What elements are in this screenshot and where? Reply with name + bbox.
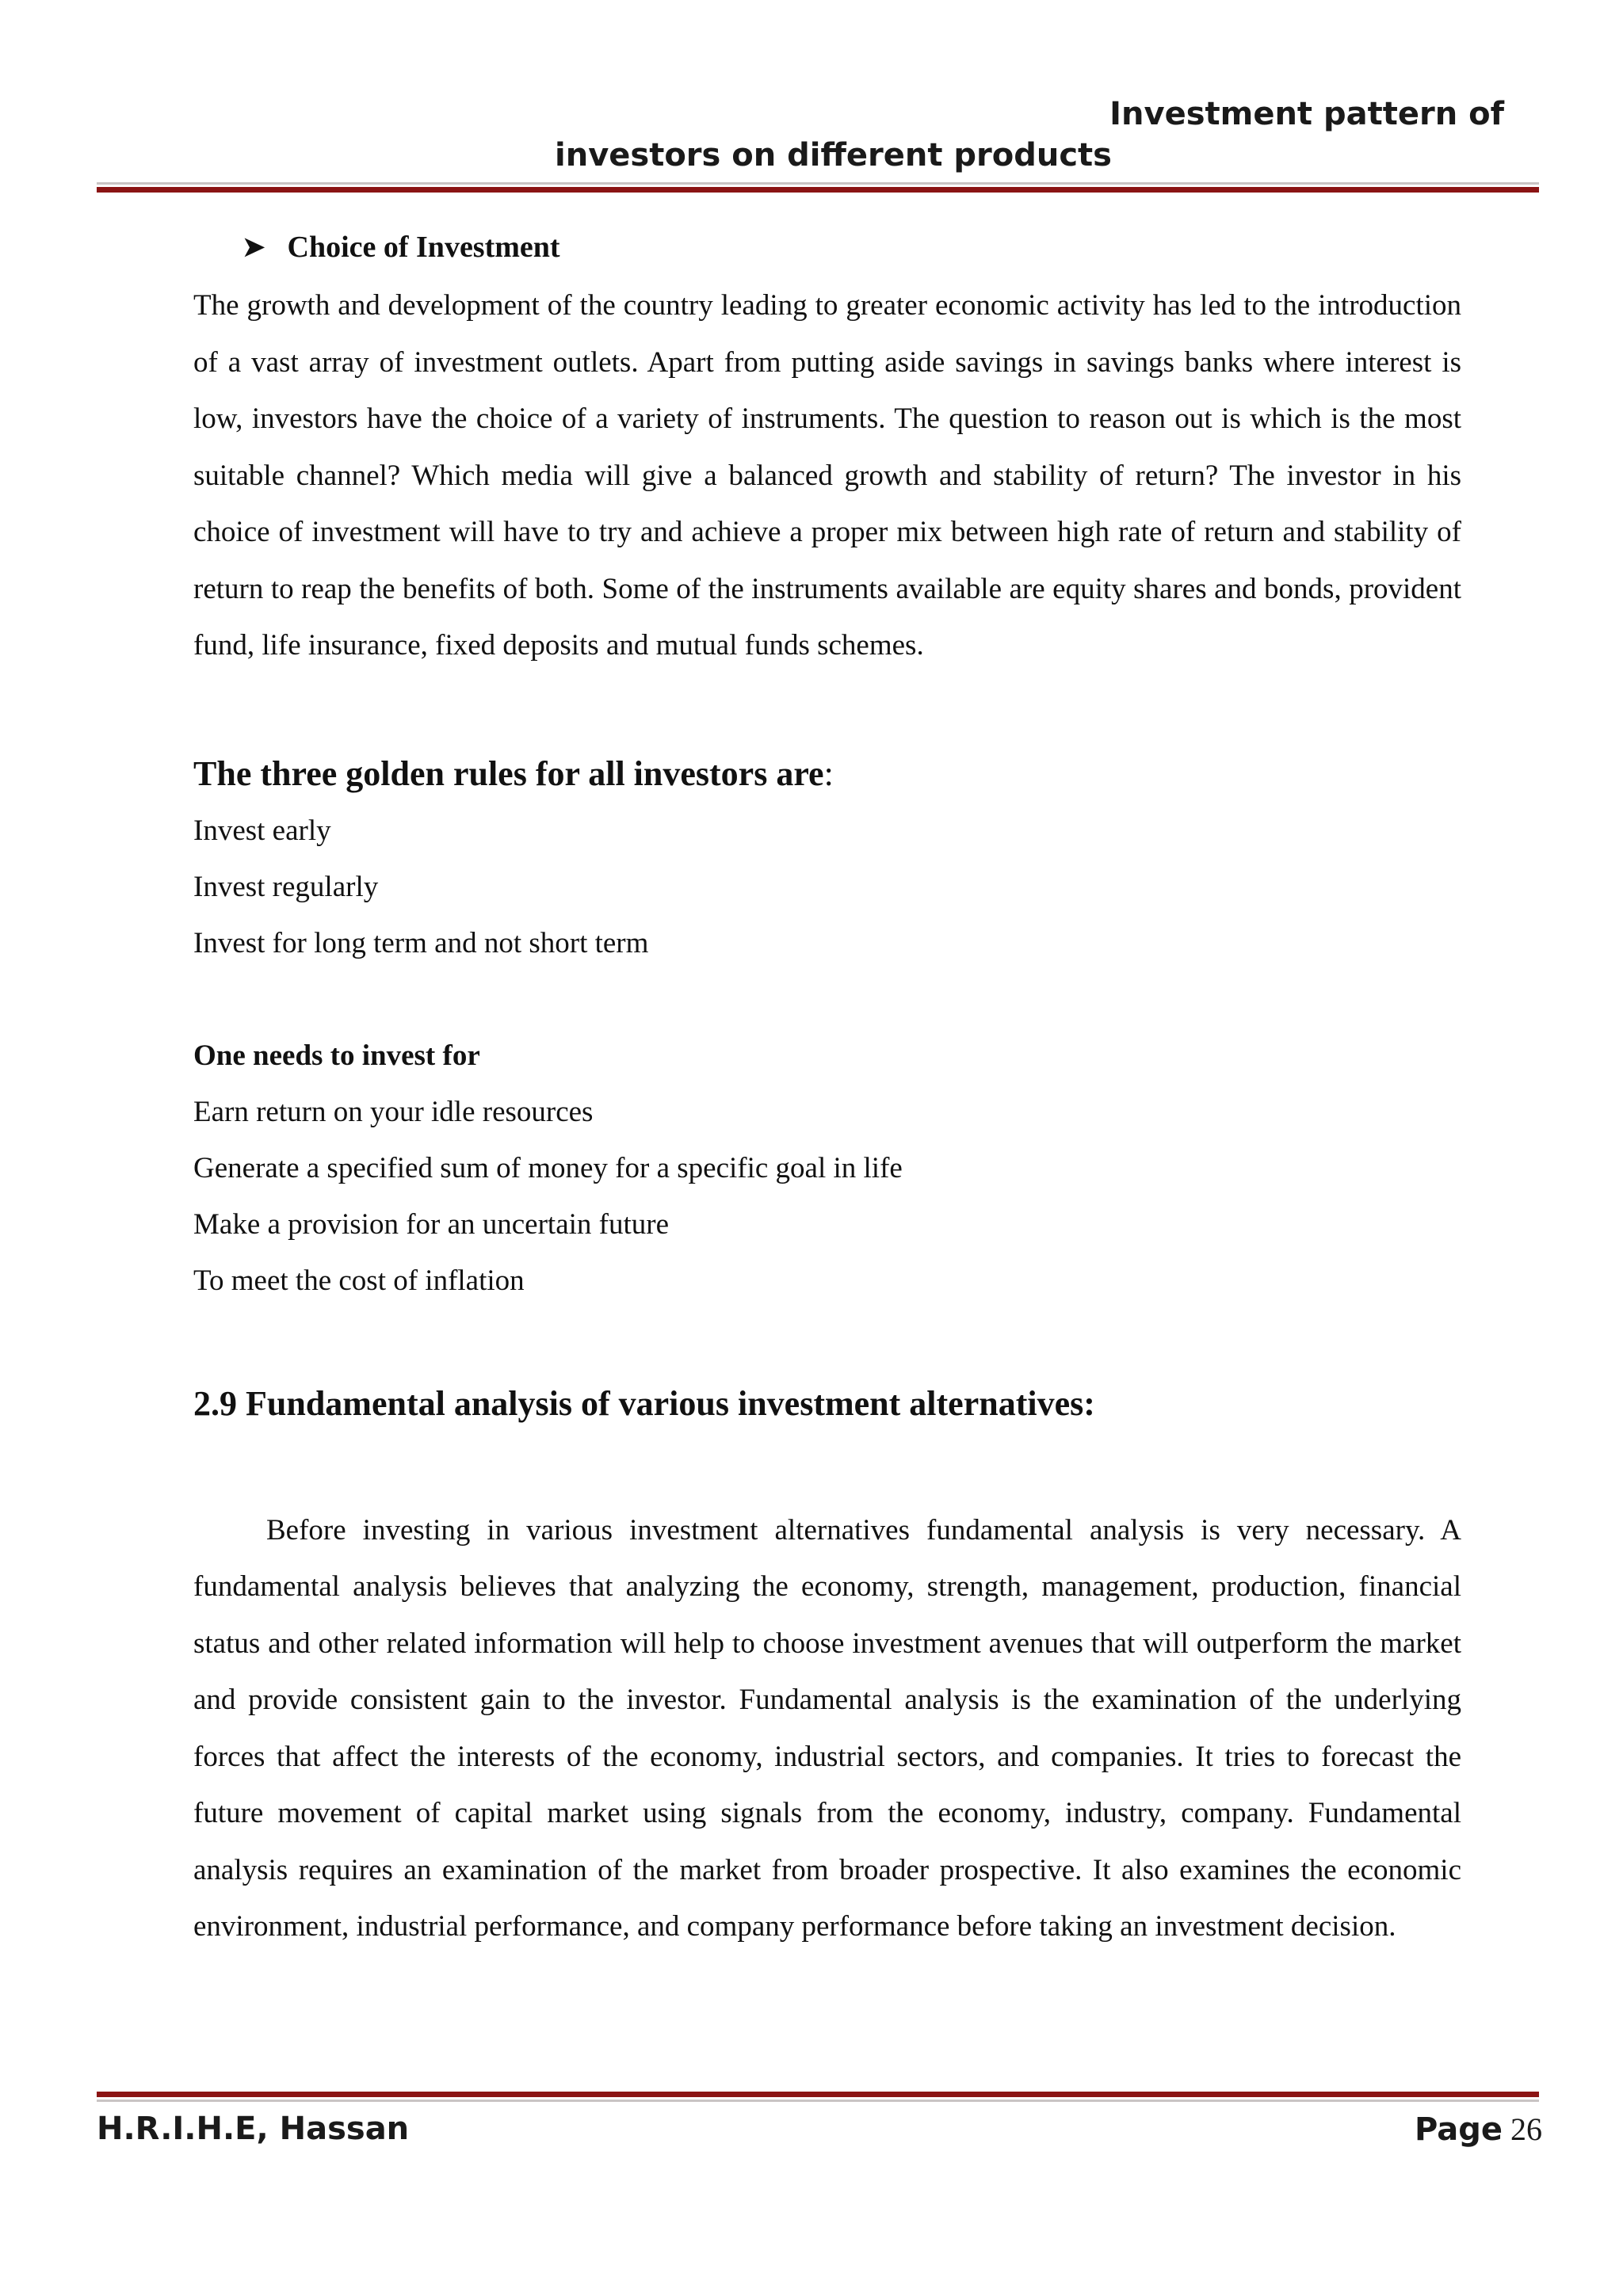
footer-page-info	[1415, 2111, 1542, 2148]
golden-rule-item: Invest early	[193, 814, 331, 847]
footer-rule-thick	[97, 2092, 1539, 2097]
page-content	[193, 214, 1461, 1955]
page-number: 26	[1510, 2111, 1542, 2147]
golden-rules-heading	[193, 750, 1461, 798]
arrowhead-bullet-icon: ➤	[242, 233, 265, 262]
header-rule-thick	[97, 187, 1539, 193]
header-rule-thin	[97, 182, 1539, 185]
invest-for-heading: One needs to invest for	[193, 1039, 480, 1072]
golden-rule-item: Invest for long term and not short term	[193, 926, 649, 959]
invest-for-item: To meet the cost of inflation	[193, 1264, 525, 1297]
golden-rule-item: Invest regularly	[193, 870, 379, 903]
golden-rules-colon: :	[823, 753, 834, 793]
choice-heading	[242, 223, 1461, 271]
section-2-9-paragraph: Before investing in various investment alternatives fundamental analysis is very necessary. A fundamental analysis believes that analyzing the economy, strength, management, production, financial status and other related information will help to choose investment avenues that will outperform the market and provide consistent gain to the investor. Fundamental analysis is the examination of the underlying forces that affect the interests of the economy, industrial sectors, and companies. It tries to forecast the future movement of capital market using signals from the economy, industry, company. Fundamental analysis requires an examination of the market from broader prospective. It also examines the economic environment, industrial performance, and company performance before taking an investment decision.	[193, 1513, 1461, 1943]
running-header	[395, 93, 1504, 176]
invest-for-item: Generate a specified sum of money for a specific goal in life	[193, 1151, 903, 1184]
invest-for-item: Make a provision for an uncertain future	[193, 1207, 670, 1241]
footer-rule-thin	[97, 2100, 1539, 2102]
header-title-line2: investors on different products	[555, 137, 1112, 174]
golden-rules-heading-text: The three golden rules for all investors are	[193, 753, 824, 793]
invest-for-item: Earn return on your idle resources	[193, 1095, 594, 1128]
header-title-line1: Investment pattern of	[1109, 96, 1504, 132]
footer-institution: H.R.I.H.E, Hassan	[97, 2111, 410, 2147]
choice-paragraph: The growth and development of the country leading to greater economic activity has led to the introduction of a vast array of investment outlets. Apart from putting aside savings in savings banks where interest is low, investors have the choice of a variety of instruments. The question to reason out is which is the most suitable channel? Which media will give a balanced growth and stability of return? The investor in his choice of investment will have to try and achieve a proper mix between high rate of return and stability of return to reap the benefits of both. Some of the instruments available are equity shares and bonds, provident fund, life insurance, fixed deposits and mutual funds schemes.	[193, 289, 1461, 662]
page-label: Page	[1415, 2111, 1503, 2148]
choice-heading-text: Choice of Investment	[287, 231, 560, 264]
section-2-9-heading: 2.9 Fundamental analysis of various investment alternatives:	[193, 1383, 1095, 1423]
